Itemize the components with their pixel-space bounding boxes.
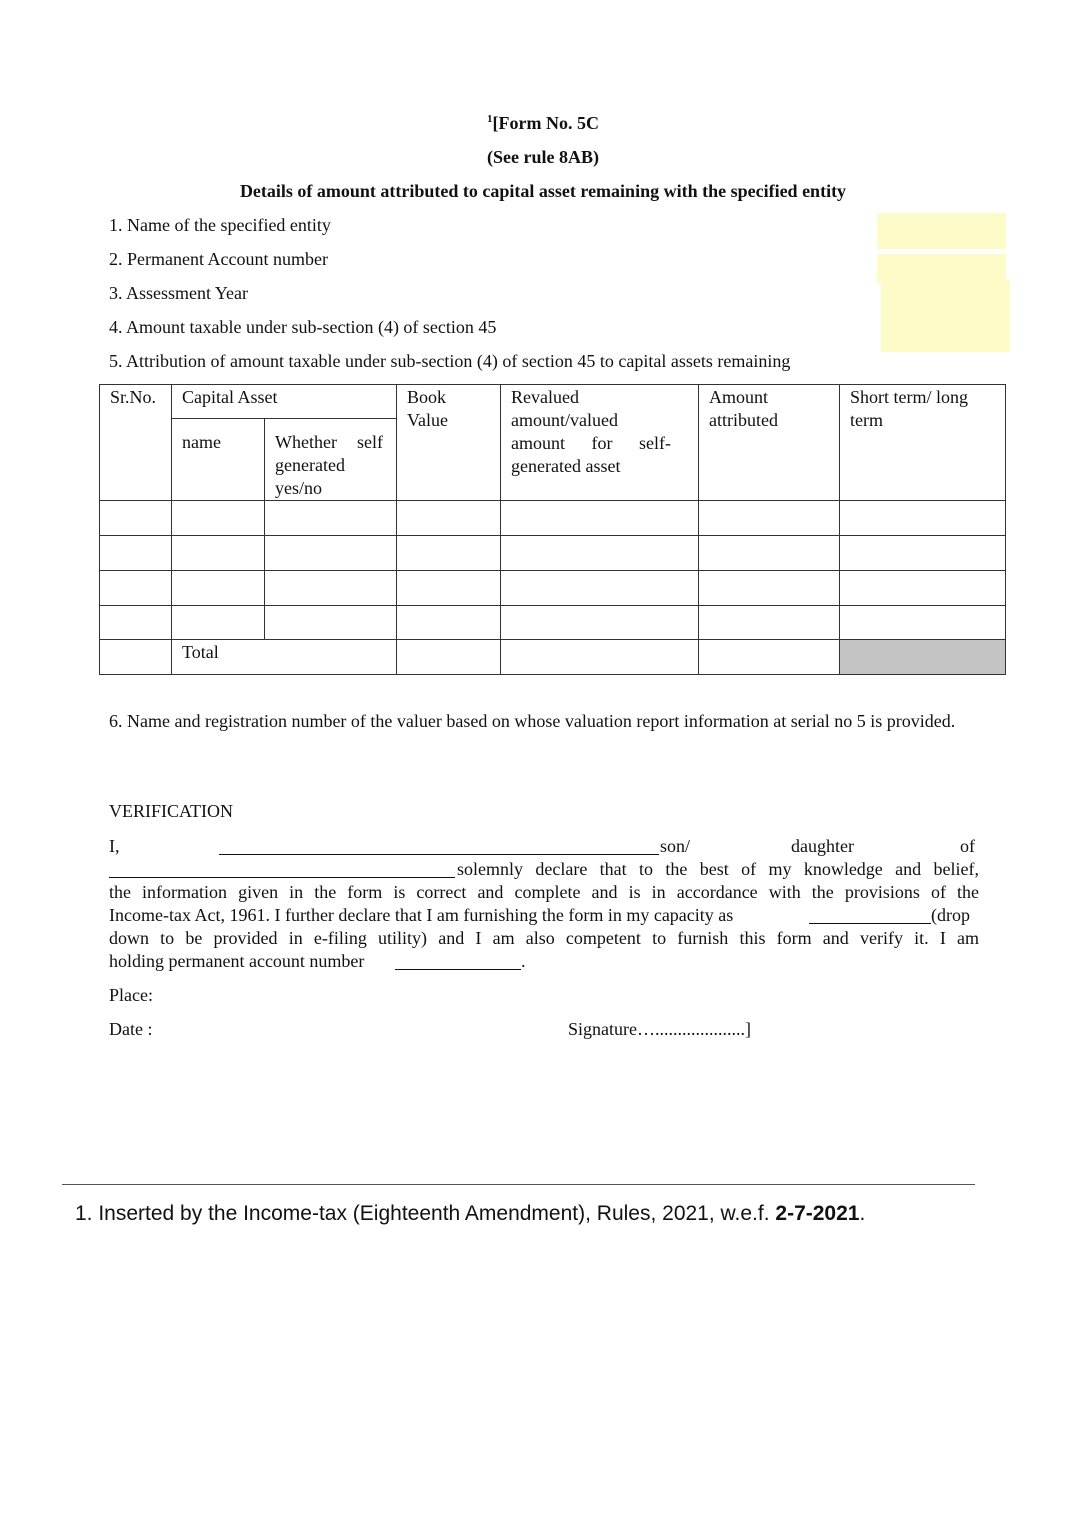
- cell-term[interactable]: [840, 571, 1006, 606]
- cell-total-amount[interactable]: [699, 640, 840, 675]
- verification-line-5: down to be provided in e-filing utility) and I am also competent to furnish this form and verify it. I am: [109, 928, 979, 948]
- rule-reference: (See rule 8AB): [487, 147, 599, 167]
- verification-solemnly: solemnly declare that to the best of my knowledge and belief,: [457, 859, 979, 879]
- footnote-marker: 1: [487, 113, 493, 125]
- table-row: [100, 571, 1006, 606]
- verification-of: of: [960, 836, 975, 856]
- cell-sr-no[interactable]: [100, 501, 172, 536]
- footnote: [75, 1202, 865, 1226]
- table-row: [100, 536, 1006, 571]
- cell-revalued[interactable]: [501, 571, 699, 606]
- cell-total-revalued[interactable]: [501, 640, 699, 675]
- form-number-heading: [0, 113, 1086, 134]
- verification-son: son/: [660, 836, 691, 856]
- header-revalued-amount: Revalued amount/valued amount for self-generated asset: [501, 385, 699, 501]
- verification-drop: (drop: [931, 905, 970, 925]
- table-row: [100, 501, 1006, 536]
- attribution-table: [99, 384, 1006, 675]
- table-header-row: [100, 385, 1006, 419]
- form-number: [Form No. 5C: [492, 113, 599, 133]
- header-book-value: Book Value: [397, 385, 501, 501]
- verification-line-6: [109, 951, 609, 974]
- cell-name[interactable]: [172, 536, 265, 571]
- cell-total-term-disabled: [840, 640, 1006, 675]
- date-label: Date :: [109, 1019, 153, 1039]
- header-sr-no: Sr.No.: [100, 385, 172, 501]
- item-4: 4. Amount taxable under sub-section (4) of section 45: [109, 317, 497, 337]
- cell-amount[interactable]: [699, 606, 840, 640]
- verification-heading: VERIFICATION: [109, 801, 233, 821]
- cell-name[interactable]: [172, 606, 265, 640]
- item-3: 3. Assessment Year: [109, 283, 249, 303]
- cell-sr-no[interactable]: [100, 606, 172, 640]
- cell-revalued[interactable]: [501, 501, 699, 536]
- verification-capacity-text: Income-tax Act, 1961. I further declare that I am furnishing the form in my capacity as: [109, 905, 734, 925]
- form-title: Details of amount attributed to capital asset remaining with the specified entity: [239, 181, 847, 201]
- table-total-row: [100, 640, 1006, 675]
- item-2: 2. Permanent Account number: [109, 249, 328, 269]
- verification-i: I,: [109, 836, 120, 856]
- header-name: name: [172, 419, 265, 501]
- cell-total-book-value[interactable]: [397, 640, 501, 675]
- verification-line-2: [109, 859, 979, 882]
- item-5: 5. Attribution of amount taxable under sub-section (4) of section 45 to capital assets remaining: [109, 351, 791, 371]
- total-label: Total: [172, 640, 397, 675]
- cell-total-sr-no[interactable]: [100, 640, 172, 675]
- pan-blank[interactable]: [395, 951, 521, 970]
- cell-book-value[interactable]: [397, 606, 501, 640]
- cell-amount[interactable]: [699, 571, 840, 606]
- footnote-date: 2-7-2021: [775, 1202, 860, 1225]
- place-label: Place:: [109, 985, 153, 1005]
- cell-self-generated[interactable]: [265, 536, 397, 571]
- capacity-blank[interactable]: [809, 905, 931, 924]
- footnote-end: .: [859, 1202, 866, 1225]
- verification-line-1: [109, 836, 979, 859]
- header-self-generated: Whether self generated yes/no: [265, 419, 397, 501]
- verification-period: .: [521, 951, 526, 971]
- cell-term[interactable]: [840, 606, 1006, 640]
- cell-book-value[interactable]: [397, 536, 501, 571]
- declarant-name-blank[interactable]: [219, 836, 659, 855]
- cell-name[interactable]: [172, 501, 265, 536]
- footnote-divider: [62, 1184, 975, 1185]
- header-amount-attributed: Amount attributed: [699, 385, 840, 501]
- header-term: Short term/ long term: [840, 385, 1006, 501]
- cell-self-generated[interactable]: [265, 606, 397, 640]
- cell-term[interactable]: [840, 536, 1006, 571]
- cell-amount[interactable]: [699, 536, 840, 571]
- cell-sr-no[interactable]: [100, 571, 172, 606]
- parent-name-blank[interactable]: [109, 859, 455, 878]
- cell-amount[interactable]: [699, 501, 840, 536]
- item-1: 1. Name of the specified entity: [109, 215, 331, 235]
- table-row: [100, 606, 1006, 640]
- entity-name-field[interactable]: [877, 213, 1006, 249]
- cell-term[interactable]: [840, 501, 1006, 536]
- cell-name[interactable]: [172, 571, 265, 606]
- cell-book-value[interactable]: [397, 571, 501, 606]
- verification-pan-text: holding permanent account number: [109, 951, 365, 971]
- verification-daughter: daughter: [791, 836, 854, 856]
- header-capital-asset: Capital Asset: [172, 385, 397, 419]
- verification-line-4: [109, 905, 979, 928]
- signature-label: Signature…....................]: [568, 1019, 751, 1039]
- cell-book-value[interactable]: [397, 501, 501, 536]
- cell-self-generated[interactable]: [265, 501, 397, 536]
- footnote-text: 1. Inserted by the Income-tax (Eighteenth Amendment), Rules, 2021, w.e.f.: [75, 1202, 776, 1225]
- cell-self-generated[interactable]: [265, 571, 397, 606]
- cell-revalued[interactable]: [501, 606, 699, 640]
- cell-sr-no[interactable]: [100, 536, 172, 571]
- item-6: 6. Name and registration number of the valuer based on whose valuation report information at serial no 5 is provided.: [109, 711, 956, 731]
- cell-revalued[interactable]: [501, 536, 699, 571]
- assessment-amount-field[interactable]: [881, 280, 1010, 352]
- verification-line-3: the information given in the form is correct and complete and is in accordance with the provisions of the: [109, 882, 979, 902]
